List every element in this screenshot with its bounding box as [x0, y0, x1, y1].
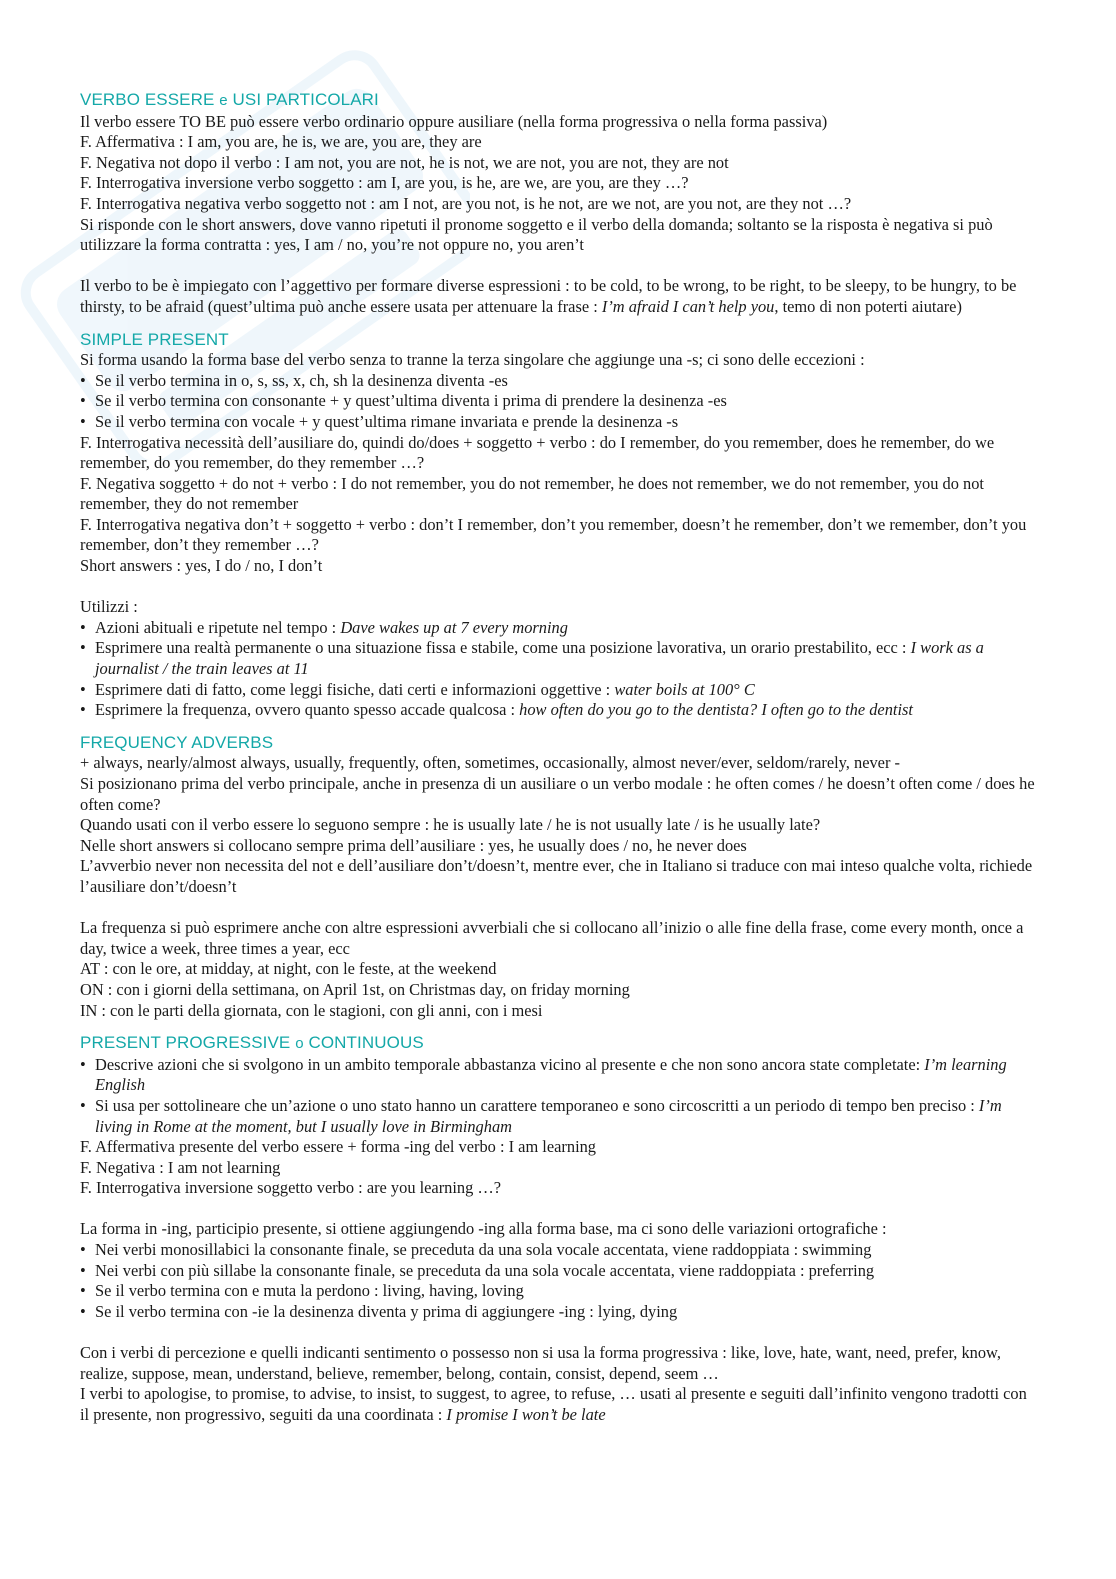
paragraph: ON : con i giorni della settimana, on April 1st, on Christmas day, on friday morning — [80, 979, 630, 999]
list-item: • Se il verbo termina con -ie la desinenza diventa y prima di aggiungere -ing : lying, dying — [80, 1302, 1040, 1323]
paragraph: F. Interrogativa inversione soggetto verbo : are you learning …? — [80, 1178, 502, 1198]
paragraph: La frequenza si può esprimere anche con altre espressioni avverbiali che si collocano all’inizio o alle fine della frase, come every month, once a day, twice a week, three times a year, ecc — [80, 918, 1024, 958]
uses-list — [80, 618, 1040, 721]
ing-rules-list — [80, 1240, 1040, 1322]
paragraph: Quando usati con il verbo essere lo seguono sempre : he is usually late / he is not usually late / is he usually late? — [80, 815, 821, 835]
paragraph: Utilizzi : — [80, 597, 138, 617]
paragraph: F. Affermativa : I am, you are, he is, we are, you are, they are — [80, 132, 482, 152]
list-item: • Descrive azioni che si svolgono in un ambito temporale abbastanza vicino al presente e che non sono ancora state completate: I’m learning English — [80, 1055, 1040, 1096]
paragraph: AT : con le ore, at midday, at night, con le feste, at the weekend — [80, 959, 497, 979]
list-item: • Se il verbo termina con vocale + y quest’ultima rimane invariata e prende la desinenza -s — [80, 412, 1040, 433]
paragraph: F. Interrogativa inversione verbo soggetto : am I, are you, is he, are we, are you, are they …? — [80, 173, 689, 193]
paragraph: F. Interrogativa negativa don’t + soggetto + verbo : don’t I remember, don’t you remember, doesn’t he remember, don’t we remember, don’t you remember, don’t they remember …? — [80, 514, 1027, 555]
heading-verbo-essere: VERBO ESSERE e USI PARTICOLARI — [80, 90, 379, 109]
list-item: • Si usa per sottolineare che un’azione o uno stato hanno un carattere temporaneo e sono circoscritti a un periodo di tempo ben preciso : I’m living in Rome at the moment, but I usually love in Birmingham — [80, 1096, 1040, 1137]
heading-simple-present: SIMPLE PRESENT — [80, 329, 229, 349]
paragraph: Il verbo essere TO BE può essere verbo ordinario oppure ausiliare (nella forma progressiva o nella forma passiva) — [80, 111, 828, 131]
paragraph: Si risponde con le short answers, dove vanno ripetuti il pronome soggetto e il verbo della domanda; soltanto se la risposta è negativa si può utilizzare la forma contratta : yes, I am / no, you’re not oppure no, you aren’t — [80, 214, 993, 255]
list-item: • Se il verbo termina con e muta la perdono : living, having, loving — [80, 1281, 1040, 1302]
paragraph: F. Negativa not dopo il verbo : I am not, you are not, he is not, we are not, you are not, they are not — [80, 152, 729, 172]
paragraph: + always, nearly/almost always, usually, frequently, often, sometimes, occasionally, almost never/ever, seldom/rarely, never - — [80, 753, 900, 773]
paragraph: Si posizionano prima del verbo principale, anche in presenza di un ausiliare o un verbo modale : he often comes / he doesn’t often come / does he often come? — [80, 774, 1035, 814]
list-item: • Nei verbi monosillabici la consonante finale, se preceduta da una sola vocale accentata, viene raddoppiata : swimming — [80, 1240, 1040, 1261]
paragraph: Con i verbi di percezione e quelli indicanti sentimento o possesso non si usa la forma progressiva : like, love, hate, want, need, prefer, know, realize, suppose, mean, understand, believe, remember, belong, contain, consist, depend, seem … — [80, 1343, 1001, 1383]
list-item: • Esprimere una realtà permanente o una situazione fissa e stabile, come una posizione lavorativa, un orario prestabilito, ecc : I work as a journalist / the train leaves at 11 — [80, 638, 1040, 679]
uses-list — [80, 1055, 1040, 1137]
paragraph: F. Interrogativa necessità dell’ausiliare do, quindi do/does + soggetto + verbo : do I remember, do you remember, does he remember, do we remember, do you remember, do they remember …? — [80, 432, 995, 473]
list-item: • Nei verbi con più sillabe la consonante finale, se preceduta da una sola vocale accentata, viene raddoppiata : preferring — [80, 1261, 1040, 1282]
paragraph: Si forma usando la forma base del verbo senza to tranne la terza singolare che aggiunge una -s; ci sono delle eccezioni : — [80, 350, 865, 370]
paragraph: Nelle short answers si collocano sempre prima dell’ausiliare : yes, he usually does / no, he never does — [80, 835, 747, 855]
list-item: • Esprimere la frequenza, ovvero quanto spesso accade qualcosa : how often do you go to the dentista? I often go to the dentist — [80, 700, 1040, 721]
list-item: • Esprimere dati di fatto, come leggi fisiche, dati certi e informazioni oggettive : water boils at 100° C — [80, 680, 1040, 701]
document-page — [80, 90, 1040, 1425]
paragraph: Short answers : yes, I do / no, I don’t — [80, 556, 323, 576]
paragraph: La forma in -ing, participio presente, si ottiene aggiungendo -ing alla forma base, ma ci sono delle variazioni ortografiche : — [80, 1219, 887, 1239]
paragraph: F. Interrogativa negativa verbo soggetto not : am I not, are you not, is he not, are we not, are you not, are they not …? — [80, 193, 852, 213]
paragraph: F. Negativa soggetto + do not + verbo : I do not remember, you do not remember, he does not remember, we do not remember, you do not remember, they do not remember — [80, 473, 984, 514]
paragraph: Il verbo to be è impiegato con l’aggettivo per formare diverse espressioni : to be cold, to be wrong, to be right, to be sleepy, to be hungry, to be thirsty, to be afraid (quest’ultima può anche essere usata per attenuare la frase : I’m afraid I can’t help you, temo di non poterti aiutare) — [80, 276, 1017, 316]
list-item: • Se il verbo termina in o, s, ss, x, ch, sh la desinenza diventa -es — [80, 371, 1040, 392]
heading-frequency-adverbs: FREQUENCY ADVERBS — [80, 732, 274, 752]
list-item: • Azioni abituali e ripetute nel tempo : Dave wakes up at 7 every morning — [80, 618, 1040, 639]
paragraph: IN : con le parti della giornata, con le stagioni, con gli anni, con i mesi — [80, 1000, 543, 1020]
paragraph: F. Negativa : I am not learning — [80, 1157, 281, 1177]
paragraph: F. Affermativa presente del verbo essere + forma -ing del verbo : I am learning — [80, 1137, 597, 1157]
paragraph: L’avverbio never non necessita del not e dell’ausiliare don’t/doesn’t, mentre ever, che in Italiano si traduce con mai inteso qualche volta, richiede l’ausiliare don’t/doesn’t — [80, 856, 1033, 896]
heading-present-progressive: PRESENT PROGRESSIVE o CONTINUOUS — [80, 1033, 424, 1053]
rules-list — [80, 371, 1040, 433]
list-item: • Se il verbo termina con consonante + y quest’ultima diventa i prima di prendere la desinenza -es — [80, 391, 1040, 412]
paragraph: I verbi to apologise, to promise, to advise, to insist, to suggest, to agree, to refuse, … usati al presente e seguiti dall’infinito vengono tradotti con il presente, non progressivo, seguiti da una coordinata : I promise I won’t be late — [80, 1384, 1027, 1424]
